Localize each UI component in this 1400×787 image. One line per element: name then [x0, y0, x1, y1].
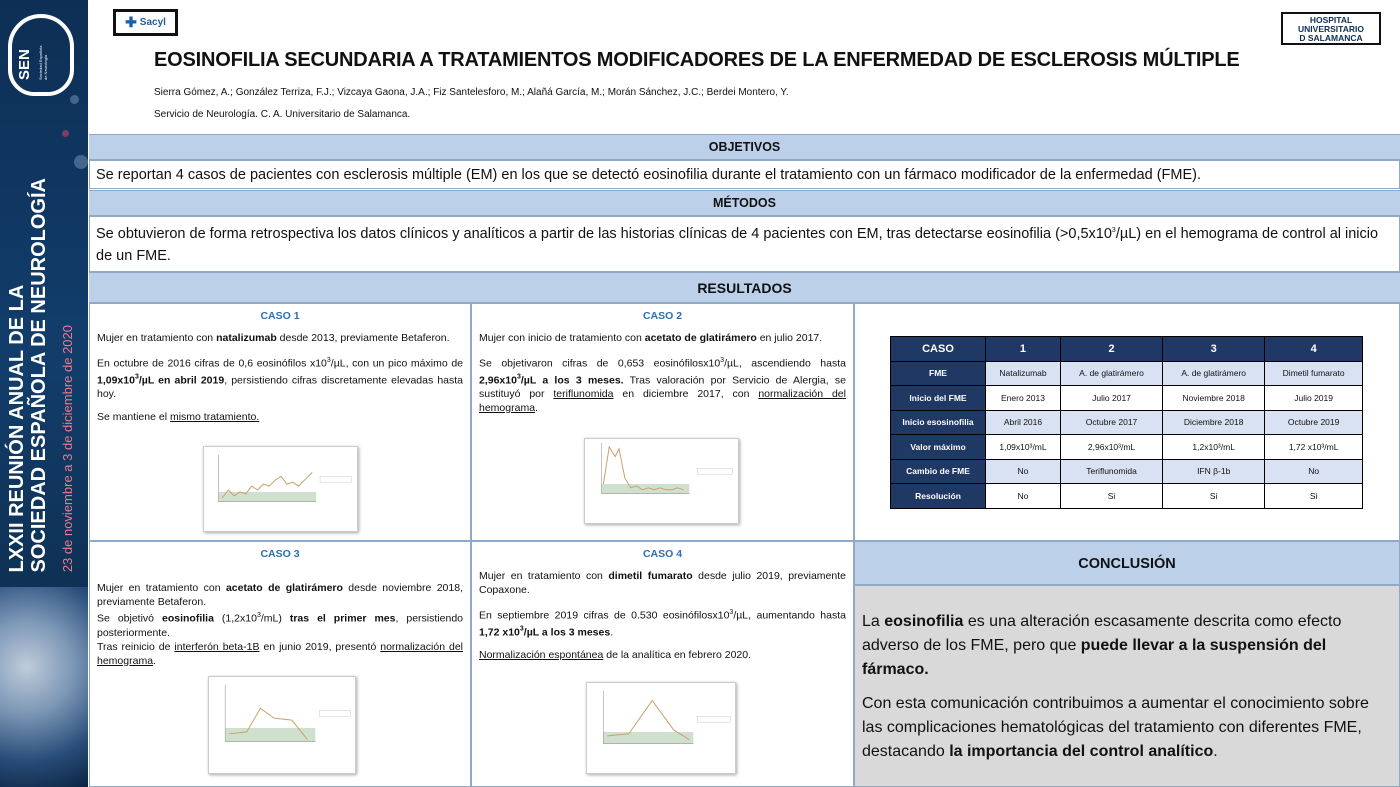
table-cell: Julio 2017	[1060, 386, 1162, 411]
sen-logo-subtext: Sociedad Española de Neurología	[38, 45, 48, 80]
department: Servicio de Neurología. C. A. Universitario de Salamanca.	[154, 109, 411, 120]
text-run: Se objetivó	[97, 612, 162, 625]
sacyl-logo-text: Sacyl	[139, 17, 166, 28]
sen-logo-text: SEN	[16, 49, 33, 80]
caso4-paragraph	[479, 648, 846, 662]
text-underline: mismo tratamiento.	[169, 411, 260, 423]
text-underline: teriflunomida	[553, 388, 614, 400]
text-underline: normalización del hemograma	[97, 640, 463, 667]
text-bold: tras el primer mes	[289, 612, 396, 625]
text-run: en junio 2019, presentó	[259, 640, 381, 653]
text-run: .	[535, 402, 538, 414]
table-cell: 1,2x10³/mL	[1163, 435, 1265, 460]
side-banner	[0, 0, 88, 787]
text-run: (1,2x10	[213, 612, 257, 625]
text-run: /µL, ascendiendo hasta	[724, 357, 846, 370]
text-underline: Normalización espontánea	[479, 649, 604, 661]
text-bold: 1,72 x10	[479, 626, 520, 638]
text-run: , persistiendo cifras discretamente elevadas hasta hoy.	[97, 374, 464, 400]
conclusion-paragraph	[862, 692, 1391, 764]
table-cell: No	[1265, 459, 1363, 484]
text-run: de la analítica en febrero 2020.	[603, 649, 752, 661]
conclusion-paragraph	[862, 610, 1391, 682]
caso1-paragraph	[97, 354, 463, 401]
text-run: En octubre de 2016 cifras de 0,6 eosinófilos x10	[97, 357, 327, 370]
table-row	[891, 386, 1363, 411]
text-run: Se obtuvieron de forma retrospectiva los datos clínicos y analíticos a partir de las historias clínicas de 4 pacientes con EM, tras detectarse eosinofilia (>0,5x10	[96, 225, 1112, 242]
text-run: Tras reinicio de	[97, 640, 175, 653]
objetivos-heading: OBJETIVOS	[89, 134, 1400, 160]
table-cell: IFN β-1b	[1163, 459, 1265, 484]
text-bold: la importancia del control analítico	[949, 743, 1214, 760]
text-bold: 2,96x10	[479, 374, 517, 386]
summary-table	[890, 336, 1363, 509]
text-sup: 3	[134, 373, 139, 381]
table-cell: Teriflunomida	[1060, 459, 1162, 484]
text-bold: natalizumab	[216, 332, 277, 344]
hospital-logo-line: D SALAMANCA	[1299, 33, 1363, 43]
table-header-cell: 2	[1060, 337, 1162, 362]
caso3-line	[97, 640, 463, 668]
table-row	[891, 435, 1363, 460]
normal-range-band	[218, 492, 316, 502]
text-run: .	[610, 626, 614, 638]
text-bold: /µL a los 3 meses.	[520, 374, 624, 386]
text-run: desde julio 2019, previamente Copaxone.	[479, 570, 846, 596]
conference-title	[6, 178, 50, 572]
conference-title-line2: SOCIEDAD ESPAÑOLA DE NEUROLOGÍA	[28, 177, 50, 572]
conference-title-line1: LXXII REUNIÓN ANUAL DE LA	[6, 284, 28, 572]
table-cell: Octubre 2017	[1060, 410, 1162, 435]
caso4-heading: CASO 4	[642, 548, 683, 560]
table-cell: A. de glatirámero	[1060, 361, 1162, 386]
text-run: .	[153, 654, 156, 667]
table-cell: Octubre 2019	[1265, 410, 1363, 435]
table-header-cell: 4	[1265, 337, 1363, 362]
caso3-line	[97, 609, 463, 640]
table-row	[891, 484, 1363, 509]
metodos-text	[89, 216, 1400, 272]
text-run: Se mantiene el	[97, 411, 170, 423]
caso2-paragraph	[479, 331, 846, 345]
text-run: Se objetivaron cifras de 0,653 eosinófilosx10	[479, 357, 721, 370]
text-run: desde 2013, previamente Betaferon.	[276, 332, 450, 344]
hospital-logo-line: HOSPITAL	[1309, 15, 1353, 25]
table-header-row	[891, 337, 1363, 362]
objetivos-text: Se reportan 4 casos de pacientes con esclerosis múltiple (EM) en los que se detectó eosinofilia durante el tratamiento con un fármaco modificador de la enfermedad (FME).	[89, 160, 1400, 189]
text-run: Mujer en tratamiento con	[479, 570, 609, 582]
caso4-paragraph	[479, 569, 846, 597]
brain-image	[0, 587, 88, 787]
sacyl-logo	[113, 9, 178, 36]
text-bold: eosinofilia	[884, 613, 964, 630]
table-cell: Enero 2013	[986, 386, 1061, 411]
normal-range-band	[225, 728, 315, 742]
text-bold: acetato de glatirámero	[225, 582, 343, 594]
conclusion-heading: CONCLUSIÓN	[854, 541, 1400, 585]
table-cell: 2,96x10³/mL	[1060, 435, 1162, 460]
text-underline: normalización del hemograma	[479, 388, 846, 414]
text-run: /µL) en el hemograma de control al inicio de un FME.	[96, 225, 1379, 264]
text-bold: /µL a los 3 meses	[523, 626, 611, 638]
table-cell: Natalizumab	[986, 361, 1061, 386]
table-row	[891, 361, 1363, 386]
text-bold: /µL en abril 2019	[138, 374, 225, 386]
legend-box	[697, 716, 730, 722]
caso2-heading: CASO 2	[642, 310, 683, 322]
decor-dot	[70, 95, 79, 104]
legend-box	[319, 710, 350, 716]
text-run: Mujer con inicio de tratamiento con	[479, 332, 645, 344]
table-row-label: Inicio esosinofilia	[891, 410, 986, 435]
text-run: /µL, aumentando hasta	[733, 609, 846, 622]
text-sup: 3	[516, 373, 521, 381]
table-row-label: Cambio de FME	[891, 459, 986, 484]
hospital-logo-line: UNIVERSITARIO	[1298, 24, 1364, 34]
text-run: Tras valoración por Servicio de Alergia, se sustituyó por	[479, 374, 846, 400]
caso3-chart	[208, 676, 356, 774]
text-bold: acetato de glatirámero	[644, 332, 757, 344]
text-bold: 1,09x10	[97, 374, 135, 386]
text-bold: dimetil fumarato	[608, 570, 693, 582]
eosinophil-line	[603, 447, 683, 490]
text-underline: interferón beta-1B	[174, 640, 260, 653]
conclusion-panel	[854, 585, 1400, 787]
table-cell: Abril 2016	[986, 410, 1061, 435]
decor-dot	[74, 155, 88, 169]
text-run: es una alteración escasamente descrita como efecto adverso de los FME, pero que	[862, 613, 1342, 654]
caso1-paragraph	[97, 410, 463, 424]
text-bold: puede llevar a la suspensión del fármaco.	[862, 637, 1327, 678]
text-run: /µL, con un pico máximo de	[330, 357, 463, 370]
caso4-chart-svg	[587, 683, 735, 773]
table-row-label: Resolución	[891, 484, 986, 509]
cross-icon: ✚	[125, 14, 137, 30]
text-run: /mL)	[260, 612, 290, 625]
text-run: Mujer en tratamiento con	[97, 582, 226, 594]
table-cell: Julio 2019	[1265, 386, 1363, 411]
table-cell: Diciembre 2018	[1163, 410, 1265, 435]
table-cell: Si	[1265, 484, 1363, 509]
caso2-chart-svg	[585, 439, 738, 523]
text-bold: eosinofilia	[162, 612, 214, 625]
text-sup: 3	[519, 625, 524, 633]
authors: Sierra Gómez, A.; González Terriza, F.J.; Vizcaya Gaona, J.A.; Fiz Santelesforo, M.; Alañá García, M.; Morán Sánchez, J.C.; Berdei Montero, Y.	[154, 87, 789, 98]
table-cell: 1,72 x10³/mL	[1265, 435, 1363, 460]
text-run: .	[1213, 743, 1218, 760]
caso4-chart	[586, 682, 736, 774]
table-cell: 1,09x10³/mL	[986, 435, 1061, 460]
legend-box	[320, 476, 351, 482]
poster-title: EOSINOFILIA SECUNDARIA A TRATAMIENTOS MODIFICADORES DE LA ENFERMEDAD DE ESCLEROSIS MÚLTIPLE	[154, 49, 1240, 71]
table-cell: Dimetil fumarato	[1265, 361, 1363, 386]
caso3-chart-svg	[209, 677, 355, 773]
table-header-cell: 1	[986, 337, 1061, 362]
caso4-paragraph	[479, 606, 846, 639]
caso2-chart	[584, 438, 739, 524]
caso1-paragraph	[97, 331, 463, 345]
legend-box	[697, 468, 732, 474]
text-sup: 3	[256, 612, 261, 619]
text-run: Mujer en tratamiento con	[97, 332, 217, 344]
conference-date: 23 de noviembre a 3 de diciembre de 2020	[60, 324, 75, 572]
table-row-label: Valor máximo	[891, 435, 986, 460]
table-cell: No	[986, 459, 1061, 484]
table-row	[891, 459, 1363, 484]
caso3-heading: CASO 3	[260, 548, 300, 560]
text-sup: 3	[326, 357, 331, 364]
caso1-chart-svg	[204, 447, 357, 531]
text-run: , persistiendo posteriormente.	[97, 612, 463, 639]
table-header-cell: CASO	[891, 337, 986, 362]
table-cell: Si	[1163, 484, 1265, 509]
text-sup: 3	[1111, 227, 1116, 234]
text-run: Con esta comunicación contribuimos a aumentar el conocimiento sobre las complicaciones hematológicas del tratamiento con diferentes FME, destacando	[862, 695, 1369, 760]
text-run: en julio 2017.	[756, 332, 823, 344]
caso2-paragraph	[479, 354, 846, 415]
decor-dot	[62, 130, 69, 137]
text-sup: 3	[720, 357, 725, 364]
table-row	[891, 410, 1363, 435]
hospital-logo	[1281, 12, 1381, 45]
table-cell: Si	[1060, 484, 1162, 509]
caso1-chart	[203, 446, 358, 532]
metodos-heading: MÉTODOS	[89, 190, 1400, 216]
text-run: en diciembre 2017, con	[613, 388, 759, 400]
table-row-label: FME	[891, 361, 986, 386]
text-run: La	[862, 613, 885, 630]
caso1-heading: CASO 1	[260, 310, 300, 322]
text-run: En septiembre 2019 cifras de 0.530 eosinófilosx10	[479, 609, 730, 622]
text-sup: 3	[729, 609, 734, 616]
resultados-heading: RESULTADOS	[89, 272, 1400, 303]
table-cell: Noviembre 2018	[1163, 386, 1265, 411]
table-header-cell: 3	[1163, 337, 1265, 362]
table-cell: No	[986, 484, 1061, 509]
text-run: desde noviembre 2018, previamente Betaferon.	[97, 582, 463, 608]
caso3-line	[97, 581, 463, 609]
table-cell: A. de glatirámero	[1163, 361, 1265, 386]
table-row-label: Inicio del FME	[891, 386, 986, 411]
